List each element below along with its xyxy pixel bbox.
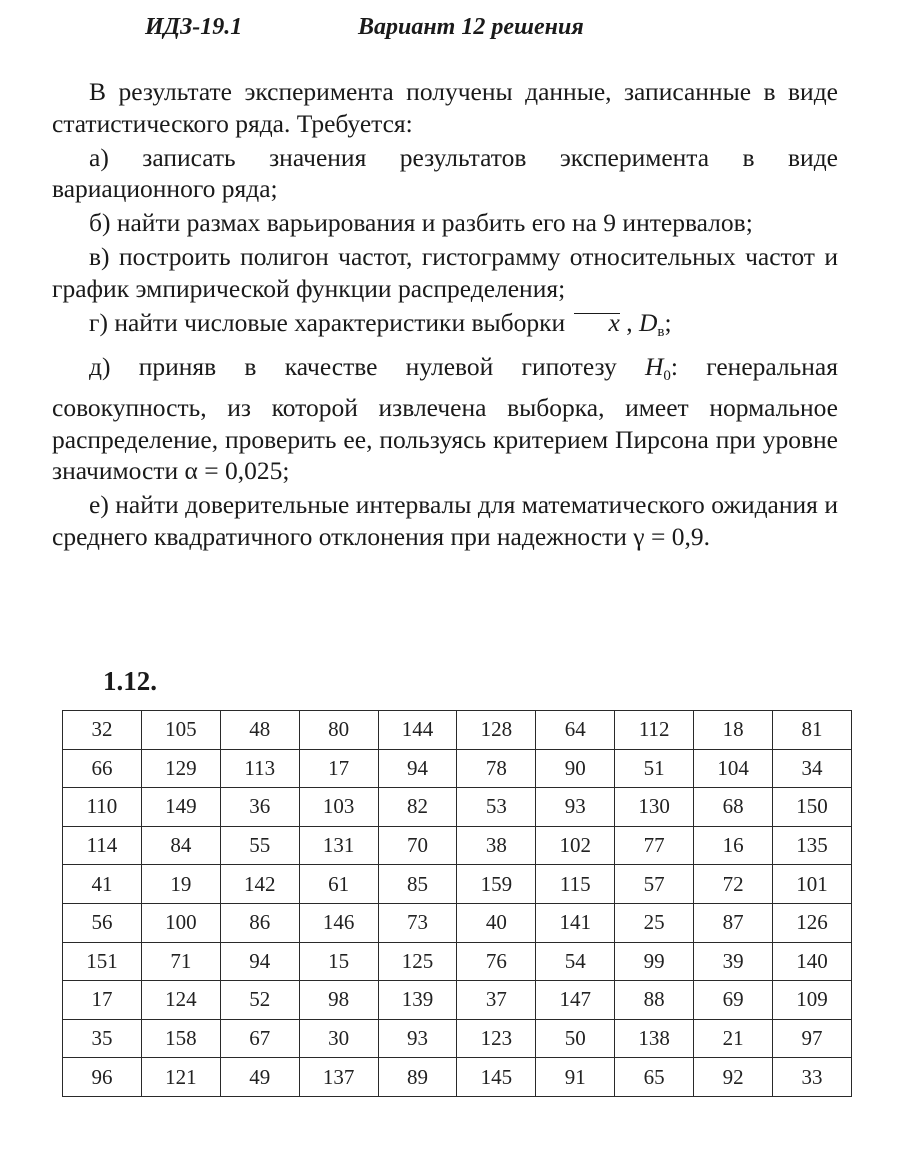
table-cell: 35 <box>63 1019 142 1058</box>
table-cell: 113 <box>220 749 299 788</box>
table-cell: 41 <box>63 865 142 904</box>
table-cell: 88 <box>615 981 694 1020</box>
table-cell: 138 <box>615 1019 694 1058</box>
sample-mean-symbol: x <box>572 307 620 339</box>
table-row <box>63 749 852 788</box>
table-cell: 146 <box>299 903 378 942</box>
reliability-level: γ = 0,9 <box>633 521 704 551</box>
table-row <box>63 1019 852 1058</box>
table-cell: 57 <box>615 865 694 904</box>
table-cell: 101 <box>773 865 852 904</box>
table-cell: 114 <box>63 826 142 865</box>
table-cell: 17 <box>63 981 142 1020</box>
hypothesis-symbol: H <box>644 351 664 381</box>
table-cell: 128 <box>457 711 536 750</box>
table-cell: 129 <box>141 749 220 788</box>
table-cell: 94 <box>378 749 457 788</box>
table-cell: 16 <box>694 826 773 865</box>
table-cell: 85 <box>378 865 457 904</box>
task-item-g <box>52 307 838 349</box>
table-cell: 40 <box>457 903 536 942</box>
table-cell: 48 <box>220 711 299 750</box>
table-cell: 130 <box>615 788 694 827</box>
table-cell: 71 <box>141 942 220 981</box>
table-cell: 99 <box>615 942 694 981</box>
table-cell: 97 <box>773 1019 852 1058</box>
task-item-e-end: . <box>703 521 710 551</box>
table-row <box>63 942 852 981</box>
table-cell: 49 <box>220 1058 299 1097</box>
table-cell: 25 <box>615 903 694 942</box>
table-cell: 131 <box>299 826 378 865</box>
table-cell: 91 <box>536 1058 615 1097</box>
table-cell: 32 <box>63 711 142 750</box>
table-cell: 33 <box>773 1058 852 1097</box>
task-item-v: в) построить полигон частот, гистограмму относительных частот и график эмпирической функции распределения; <box>52 242 838 303</box>
table-cell: 64 <box>536 711 615 750</box>
table-cell: 103 <box>299 788 378 827</box>
table-cell: 81 <box>773 711 852 750</box>
assignment-code: ИДЗ-19.1 <box>145 14 243 40</box>
table-cell: 149 <box>141 788 220 827</box>
table-row <box>63 865 852 904</box>
table-cell: 125 <box>378 942 457 981</box>
table-cell: 102 <box>536 826 615 865</box>
variance-symbol: D <box>638 307 658 337</box>
table-cell: 110 <box>63 788 142 827</box>
table-cell: 82 <box>378 788 457 827</box>
table-cell: 65 <box>615 1058 694 1097</box>
task-item-b: б) найти размах варьирования и разбить его на 9 интервалов; <box>89 208 753 237</box>
table-cell: 61 <box>299 865 378 904</box>
table-cell: 36 <box>220 788 299 827</box>
table-cell: 17 <box>299 749 378 788</box>
table-cell: 124 <box>141 981 220 1020</box>
table-cell: 94 <box>220 942 299 981</box>
table-cell: 141 <box>536 903 615 942</box>
table-cell: 21 <box>694 1019 773 1058</box>
table-cell: 80 <box>299 711 378 750</box>
table-cell: 93 <box>378 1019 457 1058</box>
table-cell: 121 <box>141 1058 220 1097</box>
task-intro: В результате эксперимента получены данные, записанные в виде статистического ряда. Требуется: <box>52 77 838 138</box>
table-cell: 96 <box>63 1058 142 1097</box>
table-cell: 112 <box>615 711 694 750</box>
hypothesis-subscript: 0 <box>663 367 671 384</box>
table-row <box>63 826 852 865</box>
table-cell: 135 <box>773 826 852 865</box>
table-cell: 140 <box>773 942 852 981</box>
table-cell: 38 <box>457 826 536 865</box>
table-cell: 159 <box>457 865 536 904</box>
table-cell: 37 <box>457 981 536 1020</box>
task-item-e <box>52 489 838 552</box>
variant-title: Вариант 12 решения <box>358 14 584 40</box>
table-cell: 18 <box>694 711 773 750</box>
table-cell: 126 <box>773 903 852 942</box>
problem-number: 1.12. <box>103 666 157 696</box>
significance-level: α = 0,025 <box>184 456 283 485</box>
separator: , <box>619 307 639 337</box>
table-cell: 56 <box>63 903 142 942</box>
table-cell: 98 <box>299 981 378 1020</box>
table-cell: 15 <box>299 942 378 981</box>
table-cell: 150 <box>773 788 852 827</box>
table-cell: 84 <box>141 826 220 865</box>
table-cell: 66 <box>63 749 142 788</box>
task-item-d-text: д) приняв в качестве нулевой гипотезу <box>89 351 645 381</box>
table-cell: 78 <box>457 749 536 788</box>
table-cell: 89 <box>378 1058 457 1097</box>
table-cell: 90 <box>536 749 615 788</box>
data-table <box>62 710 852 1097</box>
table-cell: 54 <box>536 942 615 981</box>
task-item-e-text: е) найти доверительные интервалы для математического ожидания и среднего квадратичного отклонения при надежности <box>52 490 838 551</box>
table-cell: 142 <box>220 865 299 904</box>
table-cell: 72 <box>694 865 773 904</box>
table-cell: 147 <box>536 981 615 1020</box>
task-item-d <box>52 351 838 487</box>
table-row <box>63 981 852 1020</box>
table-cell: 55 <box>220 826 299 865</box>
task-item-d-end: ; <box>282 456 290 485</box>
table-row <box>63 711 852 750</box>
table-cell: 30 <box>299 1019 378 1058</box>
table-cell: 68 <box>694 788 773 827</box>
table-cell: 139 <box>378 981 457 1020</box>
task-item-g-text: г) найти числовые характеристики выборки <box>89 307 572 337</box>
table-cell: 76 <box>457 942 536 981</box>
table-cell: 115 <box>536 865 615 904</box>
table-row <box>63 788 852 827</box>
task-item-g-end: ; <box>664 307 672 337</box>
table-row <box>63 903 852 942</box>
task-item-a: а) записать значения результатов эксперимента в виде вариационного ряда; <box>52 142 838 203</box>
table-cell: 39 <box>694 942 773 981</box>
task-item-d-body: : генеральная совокупность, из которой извлечена выборка, имеет нормальное распределение, проверить ее, пользуясь критерием Пирсона при уровне значимости <box>52 351 838 485</box>
task-description <box>52 76 838 555</box>
table-cell: 158 <box>141 1019 220 1058</box>
table-cell: 105 <box>141 711 220 750</box>
table-cell: 87 <box>694 903 773 942</box>
table-cell: 50 <box>536 1019 615 1058</box>
table-cell: 67 <box>220 1019 299 1058</box>
page-header <box>0 12 910 48</box>
table-cell: 69 <box>694 981 773 1020</box>
table-cell: 77 <box>615 826 694 865</box>
table-cell: 123 <box>457 1019 536 1058</box>
table-cell: 104 <box>694 749 773 788</box>
table-cell: 53 <box>457 788 536 827</box>
table-cell: 92 <box>694 1058 773 1097</box>
table-cell: 145 <box>457 1058 536 1097</box>
table-cell: 51 <box>615 749 694 788</box>
table-cell: 73 <box>378 903 457 942</box>
table-cell: 34 <box>773 749 852 788</box>
table-cell: 70 <box>378 826 457 865</box>
table-cell: 86 <box>220 903 299 942</box>
table-cell: 137 <box>299 1058 378 1097</box>
variance-subscript: в <box>657 323 665 340</box>
table-cell: 100 <box>141 903 220 942</box>
table-cell: 19 <box>141 865 220 904</box>
table-cell: 93 <box>536 788 615 827</box>
table-cell: 151 <box>63 942 142 981</box>
table-cell: 144 <box>378 711 457 750</box>
table-row <box>63 1058 852 1097</box>
table-cell: 109 <box>773 981 852 1020</box>
table-cell: 52 <box>220 981 299 1020</box>
